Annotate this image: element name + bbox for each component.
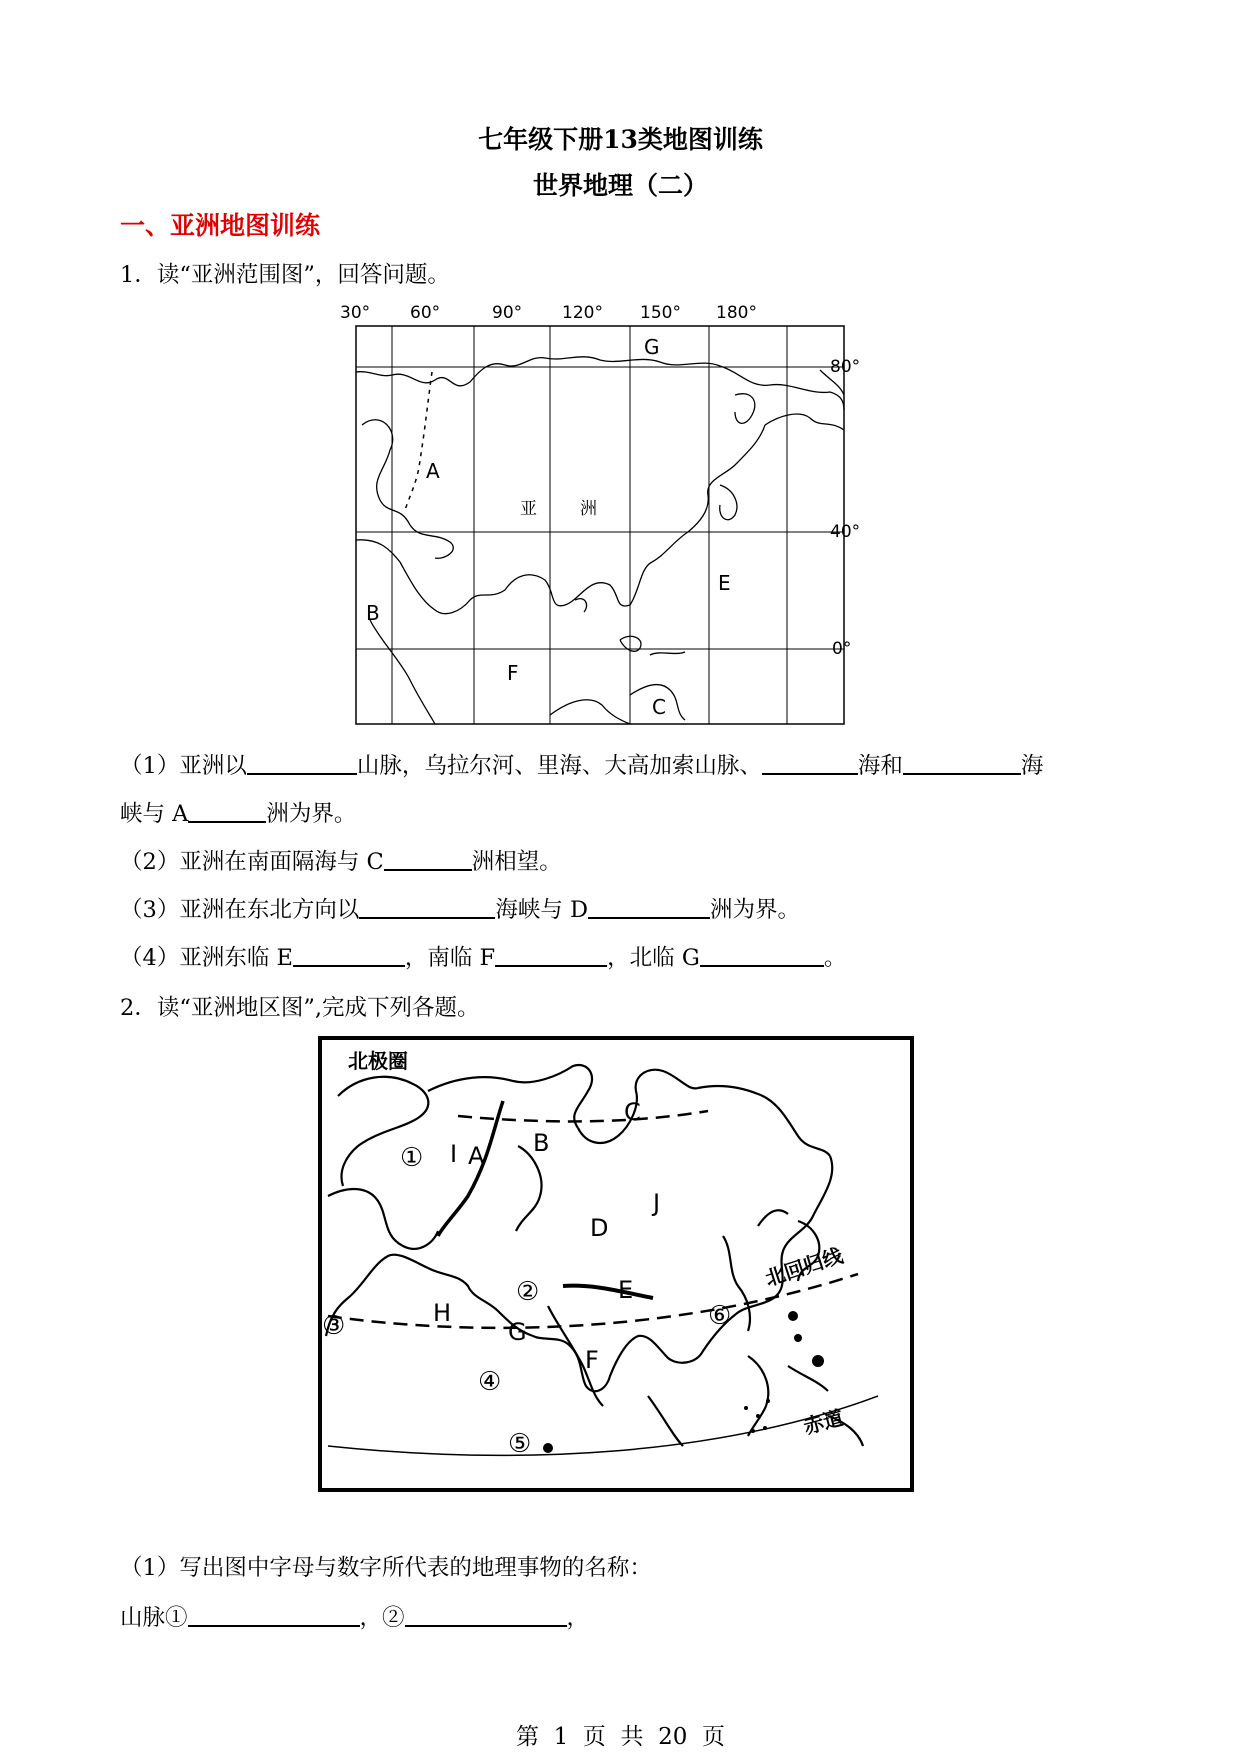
- lon-label: 90°: [492, 303, 523, 323]
- map-letter-c: C: [652, 695, 666, 719]
- answer-blank[interactable]: [188, 1603, 360, 1628]
- q1-part3: （3）亚洲在东北方向以 海峡与 D 洲为界。: [120, 892, 800, 924]
- asia-region-map: [318, 1036, 914, 1492]
- q1-part4: （4）亚洲东临 E ，南临 F ，北临 G 。: [120, 940, 846, 972]
- map-number-4: ④: [478, 1367, 502, 1397]
- lon-label: 180°: [716, 303, 757, 323]
- q2-mountains-line: 山脉① ，② ，: [120, 1600, 589, 1632]
- map-letter-f: F: [507, 661, 519, 685]
- map-number-5: ⑤: [508, 1429, 532, 1459]
- answer-blank[interactable]: [903, 751, 1021, 776]
- page-footer: 第 1 页 共 20 页: [515, 1724, 725, 1750]
- answer-blank[interactable]: [762, 751, 858, 776]
- map-letter-c: C: [624, 1098, 641, 1126]
- map-letter-g: G: [508, 1318, 527, 1346]
- lon-label: 120°: [562, 303, 603, 323]
- map-letter-a: A: [468, 1142, 485, 1170]
- map-letter-e: E: [618, 1276, 634, 1304]
- map-label-asia-1: 亚: [520, 499, 537, 519]
- lat-label: 0°: [832, 639, 852, 659]
- q1-part1-line2: 峡与 A 洲为界。: [120, 796, 356, 828]
- answer-blank[interactable]: [700, 943, 824, 968]
- equator-label: 赤道: [801, 1405, 846, 1439]
- map-letter-i: I: [450, 1140, 458, 1168]
- arctic-circle-label: 北极圈: [348, 1049, 408, 1073]
- map-frame: [356, 326, 844, 724]
- q1-part2: （2）亚洲在南面隔海与 C 洲相望。: [120, 844, 562, 876]
- map-letter-h: H: [433, 1299, 452, 1327]
- answer-blank[interactable]: [359, 895, 495, 920]
- lon-label: 150°: [640, 303, 681, 323]
- lon-labels: [340, 303, 757, 323]
- map-number-1: ①: [400, 1143, 424, 1173]
- map-number-6: ⑥: [708, 1301, 732, 1331]
- section-heading: 一、亚洲地图训练: [120, 211, 321, 240]
- map-letter-d: D: [590, 1214, 609, 1242]
- lon-label: 30°: [340, 303, 371, 323]
- map-letter-b: B: [366, 601, 380, 625]
- lon-label: 60°: [410, 303, 441, 323]
- map-letter-b: B: [533, 1129, 550, 1157]
- map-label-asia-2: 洲: [580, 499, 597, 519]
- lat-label: 40°: [830, 522, 860, 542]
- answer-blank[interactable]: [384, 847, 472, 872]
- map-letter-j: J: [653, 1189, 661, 1217]
- answer-blank[interactable]: [293, 943, 405, 968]
- answer-blank[interactable]: [247, 751, 357, 776]
- map-letter-e: E: [718, 571, 731, 595]
- lat-label: 80°: [830, 357, 860, 377]
- answer-blank[interactable]: [588, 895, 710, 920]
- question-1-stem: 1．读“亚洲范围图”，回答问题。: [120, 262, 450, 288]
- q2-part1: （1）写出图中字母与数字所代表的地理事物的名称：: [120, 1555, 652, 1581]
- question-2-stem: 2．读“亚洲地区图”,完成下列各题。: [120, 995, 480, 1021]
- page-subtitle: 世界地理（二）: [532, 171, 708, 200]
- answer-blank[interactable]: [405, 1603, 567, 1628]
- answer-blank[interactable]: [495, 943, 607, 968]
- page-title: 七年级下册13类地图训练: [478, 125, 763, 154]
- map-letter-g: G: [644, 335, 660, 359]
- asia-extent-map: [340, 300, 860, 732]
- map-number-2: ②: [516, 1277, 540, 1307]
- answer-blank[interactable]: [188, 799, 266, 824]
- tropic-label: 北回归线: [762, 1243, 846, 1291]
- q1-part1-line1: （1）亚洲以 山脉，乌拉尔河、里海、大高加索山脉、 海和 海: [120, 748, 1043, 780]
- map-letter-f: F: [585, 1346, 599, 1374]
- map-letter-a: A: [426, 459, 440, 483]
- map-number-3: ③: [322, 1311, 346, 1341]
